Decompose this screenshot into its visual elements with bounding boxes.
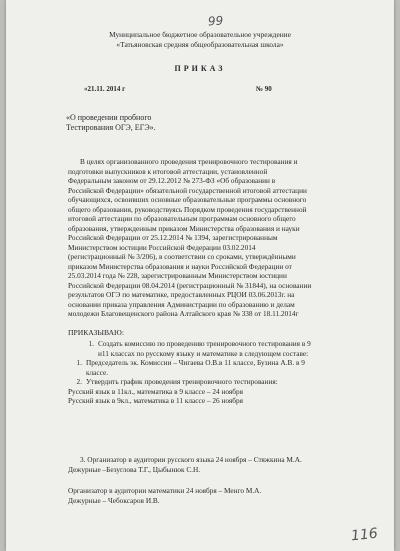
header-line-1: Муниципальное бюджетное образовательное учреждение [109, 30, 291, 39]
item-line: и11 классах по русскому языку и математике в следующем составе: [98, 348, 309, 358]
item-number: 2. [76, 377, 82, 386]
list-item [68, 377, 358, 387]
body-line: Федеральным законом от 29.12.2012 № 273-ФЗ «Об образовании в [68, 176, 276, 185]
order-date: «21.11. 2014 г [84, 85, 126, 93]
body-line: В целях организованного проведения тренировочного тестирования и [80, 157, 298, 166]
order-subject [66, 113, 156, 133]
document-page [6, 0, 394, 551]
body-line: Российской Федерации» обязательной государственной итоговой аттестации [68, 185, 307, 195]
document-title: ПРИКАЗ [174, 64, 226, 73]
body-line: 25.03.2014 года № 228, зарегистрированным Министерством юстиции [68, 271, 287, 280]
item-line: Председатель эк. Комиссии – Чигаева О.В.в 11 классе, Бузина А.В. в 9 [86, 358, 305, 367]
body-line: образования, утвержденным приказом Министерства образования и науки [68, 223, 300, 233]
schedule-line: Русский язык в 9кл., математика в 11 классе – 26 ноября [68, 396, 243, 405]
organizer-line: Организатор в аудитории математики 24 ноября – Менго М.А. [68, 486, 262, 495]
duty-line: Дежурные –Безуглова Т.Г., Цыбынюк С.Н. [68, 464, 201, 474]
item-number: 1. [88, 339, 94, 348]
list-item [80, 339, 358, 358]
organizers-section [68, 455, 358, 517]
subject-line-1: «О проведении пробного [66, 113, 152, 122]
body-line: молодежи Благовещенского района Алтайского края № 338 от 18.11.2014г [68, 309, 299, 318]
body-line: приказом Министерства образования и науки Российской Федерации от [68, 261, 292, 271]
schedule-line: Русский язык в 11кл., математика в 9 классе – 24 ноября [68, 386, 243, 396]
organizer-line: 3. Организатор в аудитории русского языка 24 ноября – Стяжкина М.А. [80, 455, 302, 464]
body-line: общего образования, руководствуясь Порядком проведения государственной [68, 204, 307, 214]
header-line-2: «Татьяновская средняя общеобразовательная школа» [116, 39, 284, 49]
body-line: Российской Федерации от 25.12.2014 № 1394, зарегистрированным [68, 233, 278, 242]
item-line: Утвердить график проведения тренировочного тестирования: [86, 377, 278, 386]
body-line: основании приказа управления Администрации по образованию и делам [68, 299, 295, 309]
handwritten-page-number-top: 99 [207, 13, 224, 29]
preamble-text [68, 157, 348, 319]
body-line: Министерством юстиции Российской Федерации 03.02.2014 [68, 242, 256, 252]
body-line: итоговой аттестации по образовательным программам основного общего [68, 214, 296, 223]
item-line: Создать комиссию по проведению тренировочного тестирования в 9 [98, 339, 311, 348]
body-line: (регистрационный № 3/206), в соответствии со сроками, утверждёнными [68, 252, 296, 261]
school-header [6, 30, 394, 49]
order-items [68, 339, 358, 406]
order-number: № 90 [256, 85, 272, 93]
item-number: 1. [76, 358, 82, 367]
order-label: ПРИКАЗЫВАЮ: [68, 328, 124, 337]
body-line: обучающихся, освоивших основные образовательные программы основного [68, 195, 307, 204]
subject-line-2: Тестирования ОГЭ, ЕГЭ». [66, 123, 156, 132]
body-line: результатов ОГЭ по математике, предоставленных РЦОИ 03.06.2013г. на [68, 290, 295, 299]
item-line: классе. [86, 367, 109, 377]
duty-line: Дежурные – Чебоксаров И.В. [68, 495, 160, 505]
list-item [68, 358, 358, 377]
body-line: Российской Федерации 08.04.2014 (регистрационный № 31844), на основании [68, 280, 312, 290]
body-line: подготовки выпускников к итоговой аттестации, установленной [68, 166, 268, 176]
handwritten-page-number-bottom: 116 [350, 525, 379, 545]
